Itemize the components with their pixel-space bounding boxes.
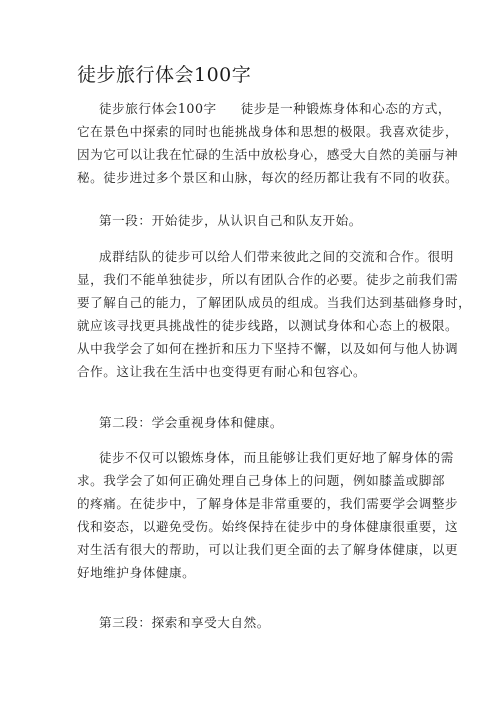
section2-heading: 第二段：学会重视身体和健康。 xyxy=(99,415,284,430)
section2-heading-block xyxy=(77,411,437,434)
intro-line-3: 因为它可以让我在忙碌的生活中放松身心，感受大自然的美丽与神 xyxy=(77,147,459,162)
intro-heading: 徒步旅行体会100字 xyxy=(99,101,217,116)
section1-heading-block xyxy=(77,209,437,232)
section2-line-1: 徒步不仅可以锻炼身体，而且能够让我们更好地了解身体的需 xyxy=(99,450,454,465)
section2-paragraph xyxy=(77,446,459,584)
section1-line-3: 要了解自己的能力，了解团队成员的组成。当我们达到基础修身时， xyxy=(77,295,472,310)
section2-line-3: 的疼痛。在徒步中，了解身体是非常重要的，我们需要学会调整步 xyxy=(77,496,459,511)
section2-line-6: 好地维护身体健康。 xyxy=(77,565,196,580)
section3-heading-block xyxy=(77,611,437,634)
intro-paragraph xyxy=(77,97,459,189)
section3-heading: 第三段：探索和享受大自然。 xyxy=(99,615,270,630)
section1-line-1: 成群结队的徒步可以给人们带来彼此之间的交流和合作。很明 xyxy=(99,249,454,264)
section1-line-5: 从中我学会了如何在挫折和压力下坚持不懈，以及如何与他人协调 xyxy=(77,341,459,356)
section1-heading: 第一段：开始徒步，从认识自己和队友开始。 xyxy=(99,213,362,228)
section2-line-5: 对生活有很大的帮助，可以让我们更全面的去了解身体健康，以更 xyxy=(77,542,459,557)
section1-paragraph xyxy=(77,245,472,383)
section2-line-2: 求。我学会了如何正确处理自己身体上的问题，例如膝盖或脚部 xyxy=(77,473,446,488)
intro-line-4: 秘。徒步进过多个景区和山脉，每次的经历都让我有不同的收获。 xyxy=(77,170,459,185)
section1-line-2: 显，我们不能单独徒步，所以有团队合作的必要。徒步之前我们需 xyxy=(77,272,459,287)
page-title: 徒步旅行体会100字 xyxy=(77,64,252,86)
section2-line-4: 伐和姿态，以避免受伤。始终保持在徒步中的身体健康很重要，这 xyxy=(77,519,459,534)
section1-line-4: 就应该寻找更具挑战性的徒步线路，以测试身体和心态上的极限。 xyxy=(77,318,459,333)
section1-line-6: 合作。这让我在生活中也变得更有耐心和包容心。 xyxy=(77,364,367,379)
intro-line-2: 它在景色中探索的同时也能挑战身体和思想的极限。我喜欢徒步， xyxy=(77,124,459,139)
intro-line-1: 徒步旅行体会100字 徒步是一种锻炼身体和心态的方式， xyxy=(99,101,452,116)
